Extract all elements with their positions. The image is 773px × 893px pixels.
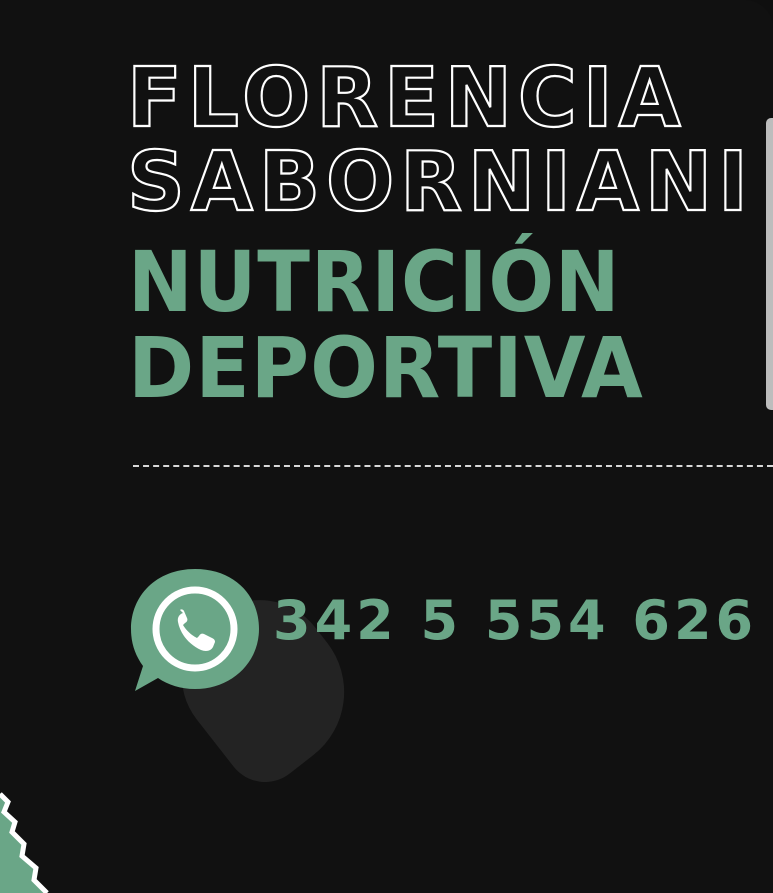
torn-paper-corner — [0, 773, 80, 893]
phone-number: 342 5 554 626 — [273, 589, 758, 652]
dashed-divider — [133, 465, 773, 467]
title-line-1: NUTRICIÓN — [128, 233, 621, 331]
title-line-2: DEPORTIVA — [128, 319, 644, 417]
name-last: SABORNIANI — [127, 135, 754, 230]
edge-strip — [766, 118, 773, 410]
name-first: FLORENCIA — [127, 51, 687, 146]
whatsapp-icon — [125, 565, 265, 700]
